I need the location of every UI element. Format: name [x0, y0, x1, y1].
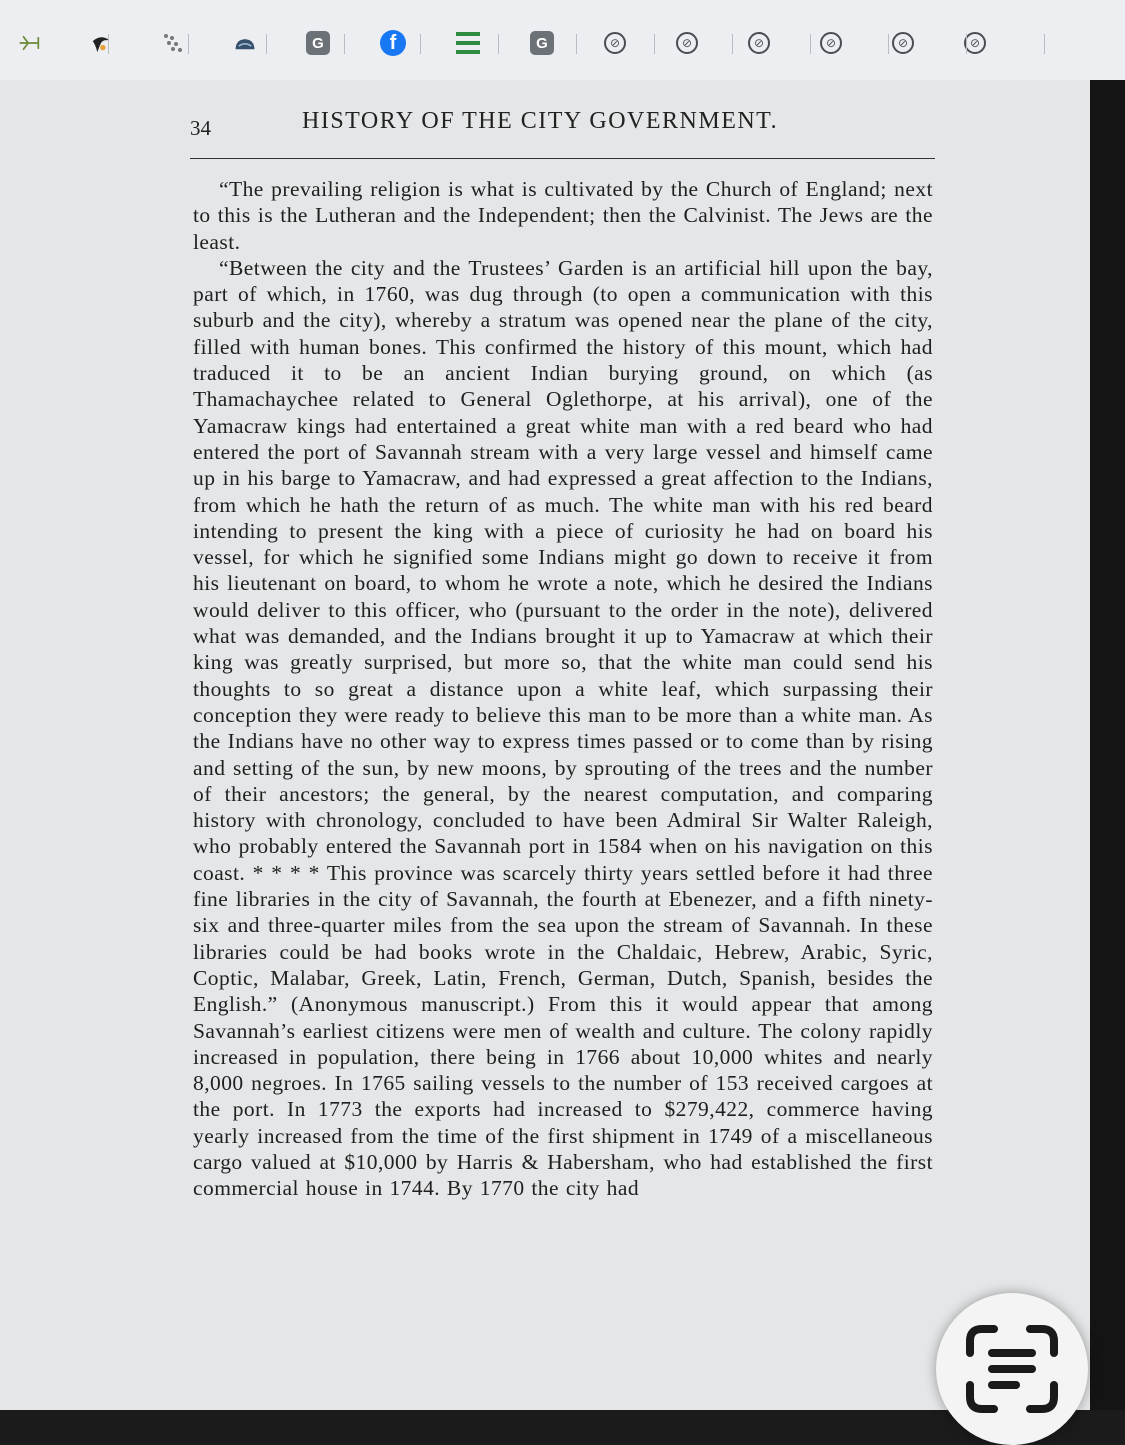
bookmark-separator — [576, 34, 577, 54]
bookmark-separator — [888, 34, 889, 54]
compass-icon[interactable]: ⊘ — [748, 32, 770, 54]
compass-icon[interactable]: ⊘ — [964, 32, 986, 54]
bookmark-separator — [188, 34, 189, 54]
bookmark-separator — [498, 34, 499, 54]
bookmark-separator — [1044, 34, 1045, 54]
compass-icon[interactable]: ⊘ — [892, 32, 914, 54]
bookmark-separator — [654, 34, 655, 54]
facebook-icon[interactable]: f — [380, 30, 406, 56]
grid-icon[interactable] — [456, 32, 480, 54]
bookmark-separator — [966, 34, 967, 54]
live-text-button[interactable] — [936, 1293, 1088, 1445]
body-text — [193, 176, 933, 1202]
page-number: 34 — [190, 116, 211, 140]
paragraph: “Between the city and the Trustees’ Garden is an artificial hill upon the bay, part of which, in 1760, was dug through (to open a communication with this suburb and the city), whereby a stratum was opened near the plane of the city, filled with human bones. This confirmed the history of this mount, which had traduced it to be an ancient Indian burying ground, on which (as Thamachaychee related to General Oglethorpe, at his arrival), one of the Yamacraw kings had entertained a great white man with a red beard who had entered the port of Savannah stream with a very large vessel and himself came up in his barge to Yamacraw, and had expressed a great affection to the Indians, from which he hath the return of as much. The white man with his red beard intending to present the king with a piece of curiosity he had on board his vessel, for which he signified some Indians might go down to receive it from his lieutenant on board, to whom he wrote a note, which he desired the Indians would deliver to this officer, who (pursuant to the order in the note), delivered what was demanded, and the Indians brought it up to Yamacraw at which their king was greatly surprised, but more so, that the white man could send his thoughts to so great a distance upon a white leaf, which surpassing their conception they were ready to believe this man to be more than a white man. As the Indians have no other way to express times passed or to come than by rising and setting of the sun, by new moons, by sprouting of the trees and the number of their ancestors; the general, by the nearest computation, and comparing history with chronology, concluded to have been Admiral Sir Walter Raleigh, who probably entered the Savannah port in 1584 when on his navigation on this coast. * * * * This province was scarcely thirty years settled before it had three fine libraries in the city of Savannah, the fourth at Ebenezer, and a fifth ninety-six and three-quarter miles from the sea upon the stream of Savannah. In these libraries could be had books wrote in the Chaldaic, Hebrew, Arabic, Syric, Coptic, Malabar, Greek, Latin, French, German, Dutch, Spanish, besides the English.” (Anonymous manuscript.) From this it would appear that among Savannah’s earliest citizens were men of wealth and culture. The colony rapidly increased in population, there being in 1766 about 10,000 whites and nearly 8,000 negroes. In 1765 sailing vessels to the number of 153 received cargoes at the port. In 1773 the exports had increased to $279,422, commerce having yearly increased from the time of the first shipment in 1749 of a miscellaneous cargo valued at $10,000 by Harris & Habersham, who had established the first commercial house in 1744. By 1770 the city had — [193, 255, 933, 1201]
running-head: HISTORY OF THE CITY GOVERNMENT. — [302, 108, 779, 134]
g-icon[interactable]: G — [306, 31, 330, 55]
bookmark-separator — [108, 34, 109, 54]
bookmark-separator — [266, 34, 267, 54]
g-icon[interactable]: G — [530, 31, 554, 55]
compass-icon[interactable]: ⊘ — [676, 32, 698, 54]
screen-bezel-right — [1090, 80, 1125, 1444]
bookmark-separator — [344, 34, 345, 54]
bookmark-separator — [732, 34, 733, 54]
bookmarks-bar — [0, 0, 1125, 86]
paragraph: “The prevailing religion is what is cultivated by the Church of England; next to this is the Lutheran and the Independent; then the Calvinist. The Jews are the least. — [193, 177, 933, 254]
cloud-icon[interactable] — [234, 32, 256, 54]
compass-icon[interactable]: ⊘ — [820, 32, 842, 54]
bookmark-separator — [810, 34, 811, 54]
header-rule — [190, 158, 935, 159]
page-header — [190, 108, 935, 148]
leaf-icon[interactable] — [18, 32, 40, 54]
bookmark-separator — [420, 34, 421, 54]
compass-icon[interactable]: ⊘ — [604, 32, 626, 54]
dots-icon[interactable] — [162, 32, 184, 54]
live-text-icon — [964, 1323, 1060, 1415]
